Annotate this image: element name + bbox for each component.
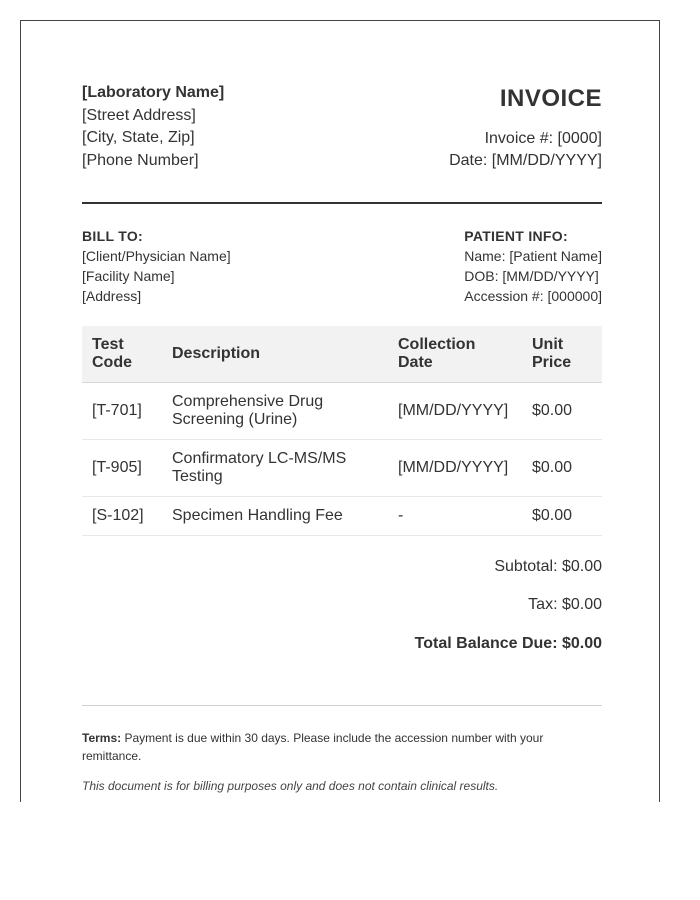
patient-dob: DOB: [MM/DD/YYYY] [464,268,599,284]
header-test-code [82,326,162,383]
invoice-content [82,82,602,795]
row-collection-date: [MM/DD/YYYY] [388,383,522,440]
table-header-row [82,326,602,383]
header-description: Description [162,326,388,383]
bill-to-address: [Address] [82,288,142,304]
patient-info-block [464,226,602,306]
table-row [82,383,602,440]
line-items-table [82,326,602,536]
header-test-code-line1: Test [92,336,124,353]
subtotal: Subtotal: $0.00 [494,558,602,575]
billing-disclaimer: This document is for billing purposes only and does not contain clinical results. [82,779,499,793]
invoice-meta-block [449,82,602,172]
row-description-line1: Comprehensive Drug [172,393,324,410]
terms-text: Payment is due within 30 days. Please include the accession number with your remittance. [82,731,544,763]
laboratory-name: [Laboratory Name] [82,84,225,101]
tax: Tax: $0.00 [528,596,602,613]
header-unit-price [522,326,602,383]
row-description-line2: Screening (Urine) [172,411,298,428]
header-test-code-line2: Code [92,354,132,371]
invoice-meta [449,128,602,172]
bill-to-title: BILL TO: [82,228,143,244]
footer-divider [82,705,602,706]
row-unit-price: $0.00 [522,440,602,497]
row-description [162,383,388,440]
row-test-code: [T-701] [82,383,162,440]
row-description: Specimen Handling Fee [162,497,388,536]
bill-to-block [82,226,231,306]
accession-number: Accession #: [000000] [464,288,602,304]
row-description-line2: Testing [172,468,223,485]
street-address: [Street Address] [82,106,196,124]
city-state-zip: [City, State, Zip] [82,129,195,146]
row-description [162,440,388,497]
row-unit-price: $0.00 [522,383,602,440]
invoice-header [82,82,602,202]
row-collection-date: [MM/DD/YYYY] [388,440,522,497]
client-name: [Client/Physician Name] [82,248,231,264]
header-unit-price-line2: Price [532,354,572,371]
invoice-date: Date: [MM/DD/YYYY] [449,152,602,169]
terms-label: Terms: [82,731,122,745]
header-unit-price-line1: Unit [532,336,564,353]
row-test-code: [T-905] [82,440,162,497]
header-collection-date [388,326,522,383]
phone-number: [Phone Number] [82,151,199,169]
header-collection-date-line1: Collection [398,336,476,353]
row-test-code: [S-102] [82,497,162,536]
patient-name: Name: [Patient Name] [464,248,602,264]
table-row [82,440,602,497]
table-row [82,497,602,536]
row-unit-price: $0.00 [522,497,602,536]
laboratory-address-block [82,82,224,172]
invoice-number: Invoice #: [0000] [484,130,602,147]
patient-info-title: PATIENT INFO: [464,228,568,244]
row-description-line1: Confirmatory LC-MS/MS [172,450,347,467]
header-divider [82,202,602,204]
header-collection-date-line2: Date [398,354,433,371]
totals-section [82,558,602,653]
total-balance-due: Total Balance Due: $0.00 [414,635,602,652]
payment-terms [82,729,602,765]
facility-name: [Facility Name] [82,268,175,284]
billing-info-section [82,226,602,306]
row-collection-date: - [388,497,522,536]
invoice-title: INVOICE [499,85,602,112]
invoice-page [20,20,660,802]
